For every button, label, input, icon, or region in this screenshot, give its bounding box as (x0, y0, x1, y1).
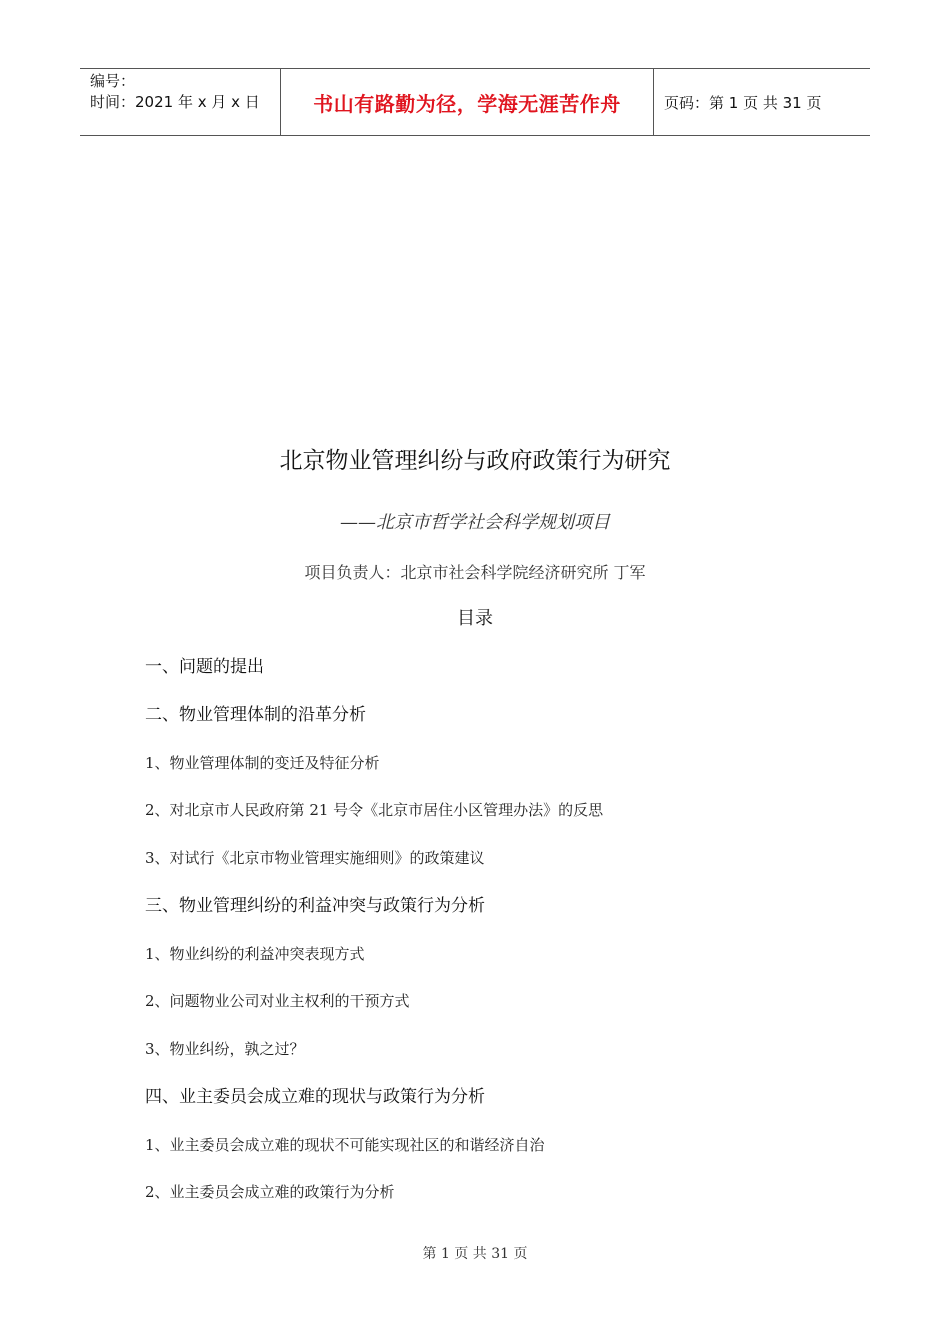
toc-item-section-4: 四、业主委员会成立难的现状与政策行为分析 (145, 1087, 485, 1107)
page-footer: 第 1 页 共 31 页 (422, 1246, 528, 1262)
toc-heading: 目录 (457, 608, 493, 629)
toc-item-section-2: 二、物业管理体制的沿革分析 (145, 705, 366, 725)
toc-item-section-3: 三、物业管理纠纷的利益冲突与政策行为分析 (145, 896, 485, 916)
toc-item-section-3-1: 1、物业纠纷的利益冲突表现方式 (145, 945, 365, 963)
time-label: 时间：2021 年 x 月 x 日 (90, 93, 260, 111)
number-label: 编号： (90, 72, 136, 90)
document-author: 项目负责人：北京市社会科学院经济研究所 丁军 (304, 563, 646, 582)
header-meta (80, 69, 281, 135)
toc-item-section-4-1: 1、业主委员会成立难的现状不可能实现社区的和谐经济自治 (145, 1136, 545, 1154)
toc-item-section-3-3: 3、物业纠纷，孰之过？ (145, 1040, 305, 1058)
toc-item-section-1: 一、问题的提出 (145, 657, 264, 677)
document-header (80, 68, 870, 136)
toc-item-section-3-2: 2、问题物业公司对业主权利的干预方式 (145, 992, 410, 1010)
document-subtitle: ——北京市哲学社会科学规划项目 (340, 512, 610, 533)
toc-item-section-2-2: 2、对北京市人民政府第 21 号令《北京市居住小区管理办法》的反思 (145, 801, 604, 819)
toc-item-section-2-3: 3、对试行《北京市物业管理实施细则》的政策建议 (145, 849, 485, 867)
toc-item-section-2-1: 1、物业管理体制的变迁及特征分析 (145, 754, 380, 772)
header-page-info: 页码：第 1 页 共 31 页 (664, 93, 822, 112)
header-motto: 书山有路勤为径，学海无涯苦作舟 (281, 69, 654, 135)
toc-item-section-4-2: 2、业主委员会成立难的政策行为分析 (145, 1183, 395, 1201)
document-title: 北京物业管理纠纷与政府政策行为研究 (279, 448, 671, 474)
